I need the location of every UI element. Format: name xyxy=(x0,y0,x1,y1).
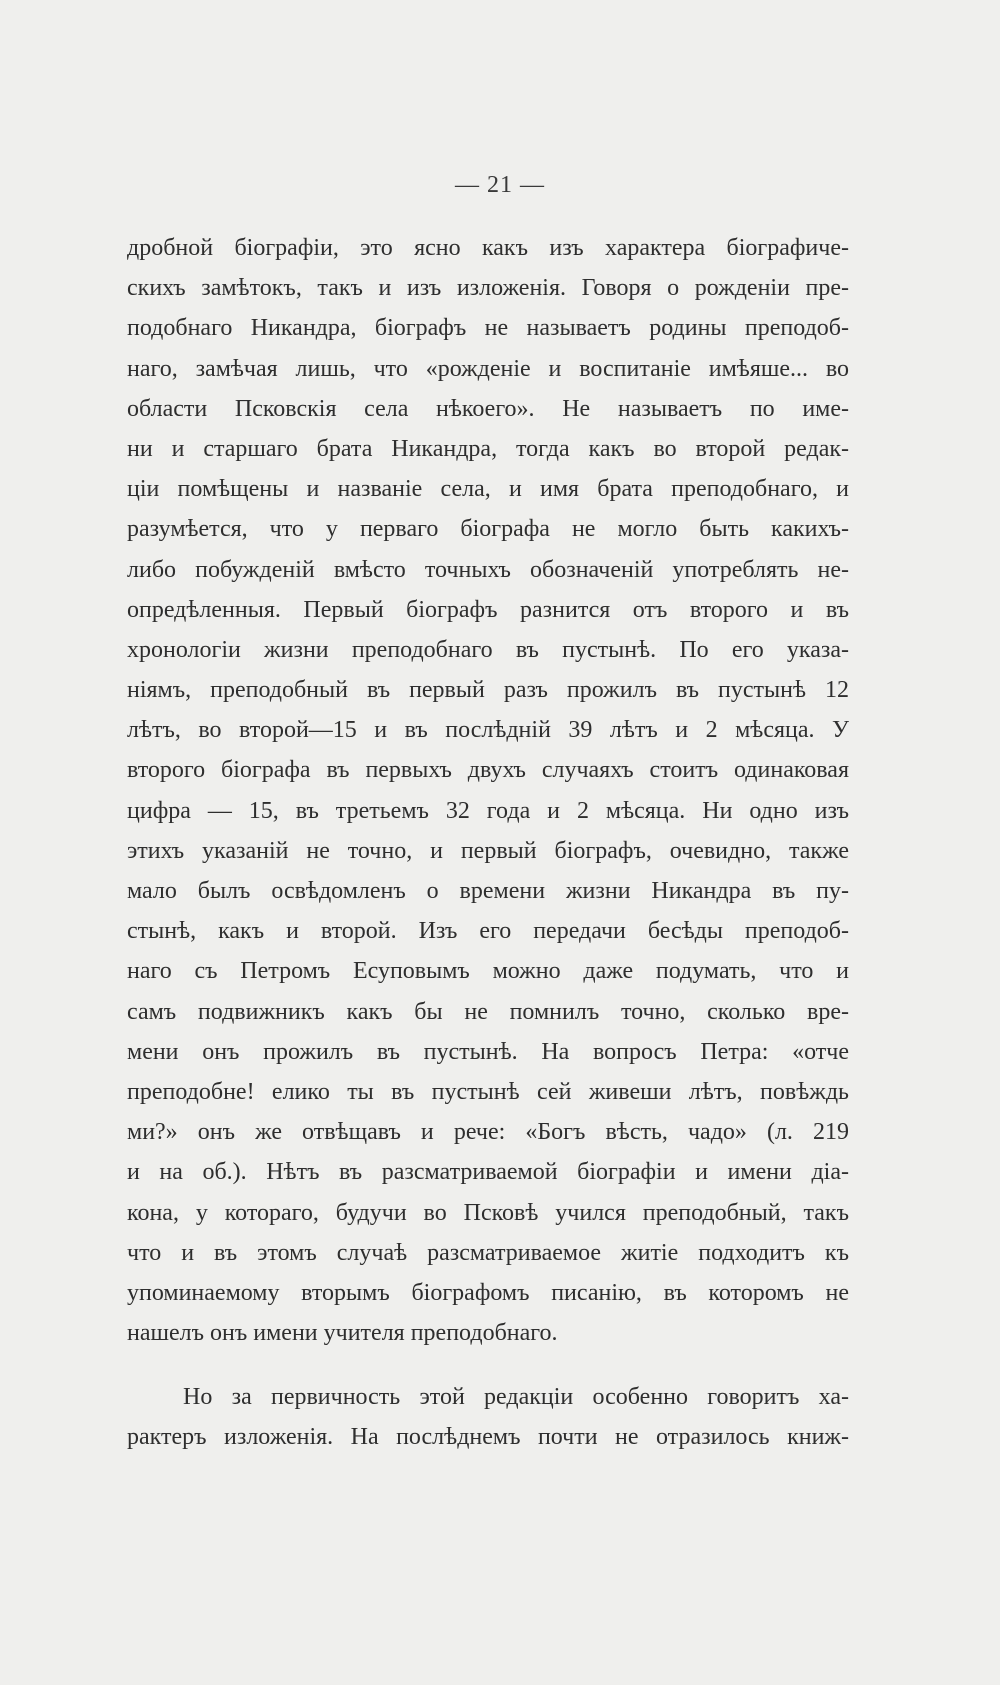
page-number: — 21 — xyxy=(455,172,545,198)
text-line: Но за первичность этой редакціи особенно говоритъ ха- xyxy=(183,1384,849,1411)
text-line: ніямъ, преподобный въ первый разъ прожилъ въ пустынѣ 12 xyxy=(127,677,849,704)
text-line: либо побужденій вмѣсто точныхъ обозначеній употреблять не- xyxy=(127,556,849,583)
text-line: наго съ Петромъ Есуповымъ можно даже подумать, что и xyxy=(127,958,849,985)
text-line: ціи помѣщены и названіе села, и имя брата преподобнаго, и xyxy=(127,476,849,503)
text-line: преподобне! елико ты въ пустынѣ сей живеши лѣтъ, повѣждь xyxy=(127,1078,849,1105)
paragraph-1 xyxy=(127,228,849,1353)
paragraph-gap xyxy=(127,1353,849,1377)
text-line: дробной біографіи, это ясно какъ изъ характера біографиче- xyxy=(127,235,849,261)
text-line: ми?» онъ же отвѣщавъ и рече: «Богъ вѣсть, чадо» (л. 219 xyxy=(127,1119,849,1146)
text-line: этихъ указаній не точно, и первый біографъ, очевидно, также xyxy=(127,837,849,864)
text-line: кона, у котораго, будучи во Псковѣ учился преподобный, такъ xyxy=(127,1199,849,1226)
text-line: ни и старшаго брата Никандра, тогда какъ во второй редак- xyxy=(127,435,849,462)
text-line: хронологіи жизни преподобнаго въ пустынѣ. По его указа- xyxy=(127,636,849,663)
text-line: наго, замѣчая лишь, что «рожденіе и воспитаніе имѣяше... во xyxy=(127,355,849,382)
text-line: стынѣ, какъ и второй. Изъ его передачи бесѣды преподоб- xyxy=(127,918,849,945)
text-line: подобнаго Никандра, біографъ не называетъ родины преподоб- xyxy=(127,315,849,342)
text-line: опредѣленныя. Первый біографъ разнится отъ второго и въ xyxy=(127,596,849,623)
text-line: разумѣется, что у перваго біографа не могло быть какихъ- xyxy=(127,516,849,543)
body-text xyxy=(127,228,849,1458)
text-line: нашелъ онъ имени учителя преподобнаго. xyxy=(127,1320,558,1347)
text-line: и на об.). Нѣтъ въ разсматриваемой біографіи и имени діа- xyxy=(127,1159,849,1186)
text-line: области Псковскія села нѣкоего». Не называетъ по име- xyxy=(127,395,849,422)
text-line: рактеръ изложенія. На послѣднемъ почти не отразилось книж- xyxy=(127,1424,849,1451)
paragraph-2 xyxy=(127,1377,849,1457)
text-line: скихъ замѣтокъ, такъ и изъ изложенія. Говоря о рожденіи пре- xyxy=(127,275,849,302)
text-line: упоминаемому вторымъ біографомъ писанію, въ которомъ не xyxy=(127,1279,849,1306)
text-line: мени онъ прожилъ въ пустынѣ. На вопросъ Петра: «отче xyxy=(127,1038,849,1065)
text-line: самъ подвижникъ какъ бы не помнилъ точно, сколько вре- xyxy=(127,998,849,1025)
text-line: мало былъ освѣдомленъ о времени жизни Никандра въ пу- xyxy=(127,878,849,904)
text-line: лѣтъ, во второй—15 и въ послѣдній 39 лѣтъ и 2 мѣсяца. У xyxy=(127,717,849,744)
text-line: цифра — 15, въ третьемъ 32 года и 2 мѣсяца. Ни одно изъ xyxy=(127,797,849,824)
text-line: второго біографа въ первыхъ двухъ случаяхъ стоитъ одинаковая xyxy=(127,757,849,784)
text-line: что и въ этомъ случаѣ разсматриваемое житіе подходитъ къ xyxy=(127,1239,849,1266)
